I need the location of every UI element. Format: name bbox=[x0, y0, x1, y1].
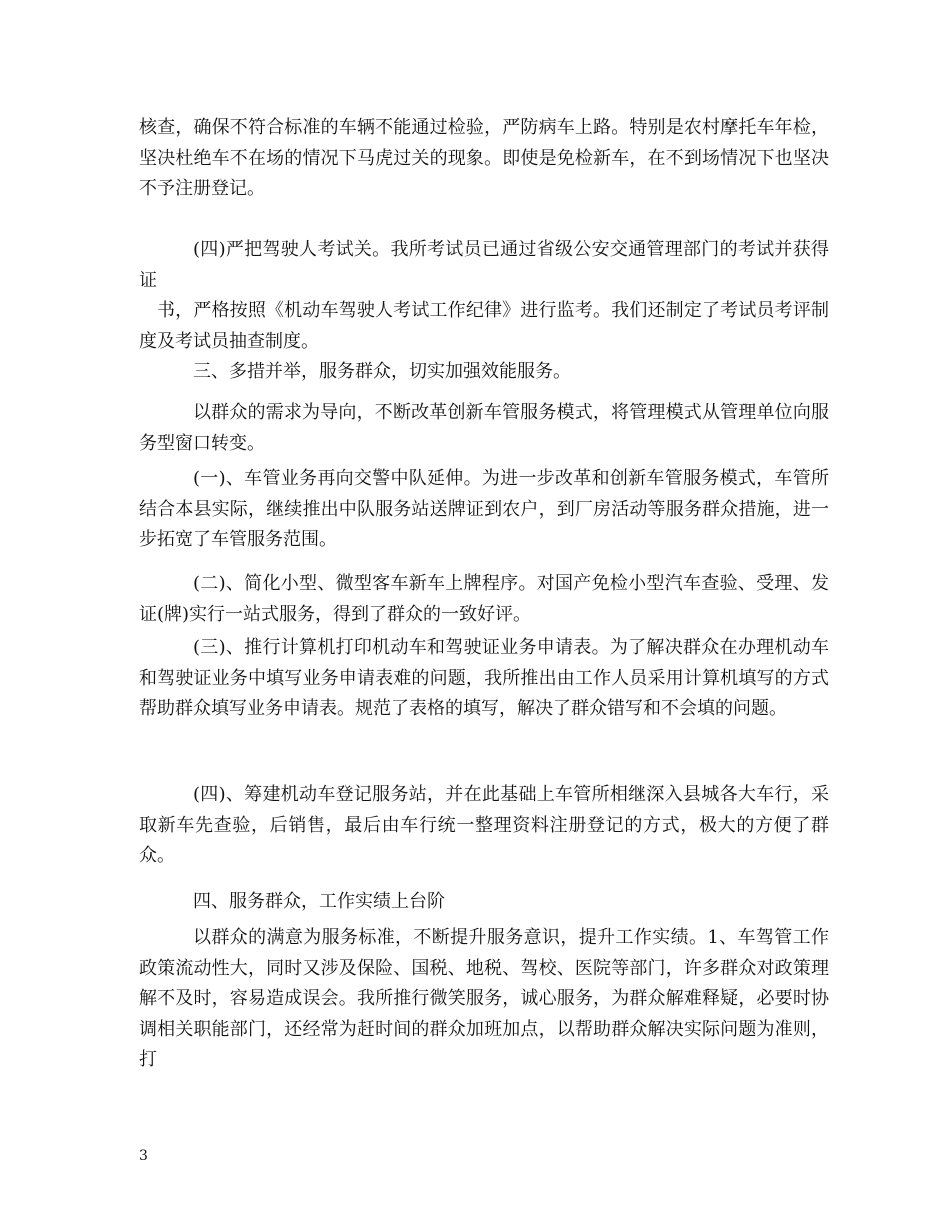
paragraph-item-three: (三)、推行计算机打印机动车和驾驶证业务申请表。为了解决群众在办理机动车和驾驶证业务中填写业务申请表难的问题，我所推出由工作人员采用计算机填写的方式帮助群众填写业务申请表。规范了表格的填写，解决了群众错写和不会填的问题。 bbox=[139, 637, 829, 719]
paragraph-exam-continued: 书，严格按照《机动车驾驶人考试工作纪律》进行监考。我们还制定了考试员考评制度及考试员抽查制度。 bbox=[139, 300, 829, 352]
paragraph-exam-section: (四)严把驾驶人考试关。我所考试员已通过省级公安交通管理部门的考试并获得证 bbox=[139, 239, 829, 291]
paragraph-item-two: (二)、简化小型、微型客车新车上牌程序。对国产免检小型汽车查验、受理、发证(牌)实行一站式服务，得到了群众的一致好评。 bbox=[139, 573, 829, 625]
paragraph-item-one: (一)、车管业务再向交警中队延伸。为进一步改革和创新车管服务模式，车管所结合本县实际，继续推出中队服务站送牌证到农户，到厂房活动等服务群众措施，进一步拓宽了车管服务范围。 bbox=[139, 468, 829, 550]
paragraph-service-guidance: 以群众的需求为导向，不断改革创新车管服务模式，将管理模式从管理单位向服务型窗口转变。 bbox=[139, 402, 829, 454]
paragraph-continuation: 核查，确保不符合标准的车辆不能通过检验，严防病车上路。特别是农村摩托车年检，坚决杜绝车不在场的情况下马虎过关的现象。即使是免检新车，在不到场情况下也坚决不予注册登记。 bbox=[139, 117, 829, 199]
section-heading-three: 三、多措并举，服务群众，切实加强效能服务。 bbox=[193, 361, 571, 382]
paragraph-service-results: 以群众的满意为服务标准，不断提升服务意识，提升工作实绩。1、车驾管工作政策流动性大，同时又涉及保险、国税、地税、驾校、医院等部门，许多群众对政策理解不及时，容易造成误会。我所推行微笑服务，诚心服务，为群众解难释疑，必要时协调相关职能部门，还经常为赶时间的群众加班加点，以帮助群众解决实际问题为准则，打 bbox=[139, 927, 829, 1070]
section-heading-four: 四、服务群众，工作实绩上台阶 bbox=[193, 891, 445, 912]
paragraph-item-four: (四)、筹建机动车登记服务站，并在此基础上车管所相继深入县城各大车行，采取新车先查验，后销售，最后由车行统一整理资料注册登记的方式，极大的方便了群众。 bbox=[139, 784, 829, 866]
page-number: 3 bbox=[139, 1148, 148, 1164]
